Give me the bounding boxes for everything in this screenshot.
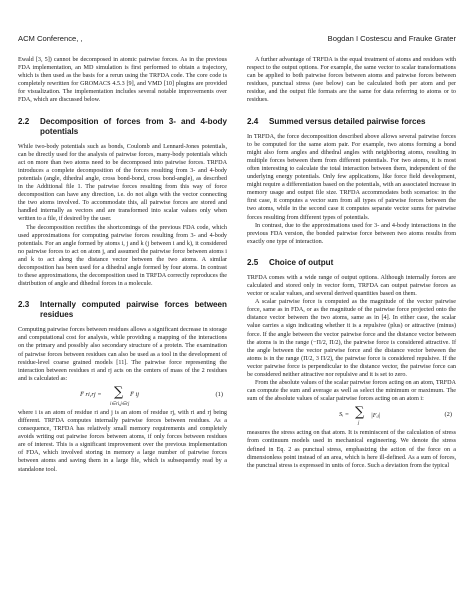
equation-lhs: Sᵢ = bbox=[339, 411, 350, 419]
running-header-authors: Bogdan I Costescu and Frauke Grater bbox=[327, 34, 456, 43]
section-heading-2-2 bbox=[18, 117, 227, 137]
equation-1 bbox=[18, 385, 227, 407]
section-number: 2.4 bbox=[247, 116, 259, 126]
section-heading-2-3 bbox=[18, 300, 227, 320]
paragraph: While two-body potentials such as bonds, Coulomb and Lennard-Jones potentials, can be directly used for the analysis of pairwise forces, many-body potentials which act on more than two atoms need to be decomposed into pairwise forces. TRFDA introduces a complete decomposition of the forces resulting from 3- and 4-body potentials (angle, dihedral angle, cross bond-bond, cross bond-angle), as described in the Additional file 1. The pairwise forces resulting from this way of force decomposition can have any direction, i.e. do not align with the vector connecting the two atoms involved. To accommodate this, all pairwise forces are stored and handled internally as vectors and are transformed into scalar values only when written to a file, if desired by the user. bbox=[18, 143, 227, 223]
summation-index: i∈ri,j∈rj bbox=[110, 401, 130, 407]
paragraph: A scalar pairwise force is computed as the magnitude of the vector pairwise force, same as in FDA, or as the magnitude of the pairwise force projected onto the distance vector between the two atoms, same as in [4]. In either case, the scalar value carries a sign indicating whether it is a repulsive (plus) or attractive (minus) force. If the angle between the vector pairwise force and the distance vector between the atoms is in the range (−Π/2, Π/2), the pairwise force is considered attractive. If the angle between the vector pairwise force and the distance vector between the atoms is in the range (Π/2, 3 Π/2), the pairwise force is considered repulsive. If the vector pairwise force is perpendicular to the distance vector, the pairwise force can be considered neither attractive nor repulsive and it is set to zero. bbox=[247, 299, 456, 378]
section-title: Choice of output bbox=[269, 257, 334, 267]
paragraph: TRFDA comes with a wide range of output options. Although internally forces are calculated and stored only in vector form, TRFDA can output pairwise forces as vector or scalar values, and several derived quantities based on them. bbox=[247, 274, 456, 298]
summation-index: j bbox=[358, 421, 360, 427]
section-heading-2-4 bbox=[247, 117, 456, 127]
paragraph: In contrast, due to the approximations used for 3- and 4-body interactions in the previous FDA version, the bonded pairwise force between two atoms results from exactly one type of interaction. bbox=[247, 222, 456, 245]
section-heading-2-5 bbox=[247, 258, 456, 268]
section-number: 2.5 bbox=[247, 257, 259, 267]
equation-number: (2) bbox=[444, 411, 452, 419]
paragraph: The decomposition rectifies the shortcomings of the previous FDA code, which used approximations for computing pairwise forces resulting from 3- and 4-body potentials. For an angle formed by atoms i, j and k (j between i and k), it considered no pairwise forces to act on atom j, and assumed the pairwise force between atoms i and k to act along the distance vector between the two atoms. A similar decomposition has been used for a dihedral angle formed by four atoms. In contrast to these approximations, the decomposition used in TRFDA correctly reproduces the distribution of angle and dihedral forces in a molecule. bbox=[18, 224, 227, 288]
paragraph: A further advantage of TRFDA is the equal treatment of atoms and residues with respect to the output options. For example, the same vector to scalar transformations can be applied to both pairwise forces between atoms and pairwise forces between residues, punctual stress (see below) can be calculated both per atom and per residue, and the output file formats are the same for data referring to atoms or to residues. bbox=[247, 57, 456, 104]
paragraph: Computing pairwise forces between residues allows a significant decrease in storage and computational cost for analysis, while providing a mapping of the interactions on the primary and possibly also secondary structure of a protein. The examination of pairwise forces between residues can also be used as a tool in the development of residue-level coarse grained models [11]. The pairwise force representing the interaction between residues ri and rj acts on the centers of mass of the 2 residues and is calculated as: bbox=[18, 327, 227, 382]
section-title: Internally computed pairwise forces between residues bbox=[40, 300, 227, 320]
paragraph: measures the stress acting on that atom. It is reminiscent of the calculation of stress from continuum models used in mechanical engineering. We denote the stress defined in Eq. 2 as punctual stress, emphasizing the action of the force on a dimensionless point instead of an area, which is here ill-defined. As a sum of forces, the punctual stress is expressed in units of force. Such a deviation from the typical bbox=[247, 430, 456, 469]
section-title: Summed versus detailed pairwise forces bbox=[269, 116, 426, 126]
equation-lhs: F̅ ri,rj = bbox=[80, 390, 102, 398]
section-title: Decomposition of forces from 3- and 4-body potentials bbox=[40, 116, 227, 136]
left-column bbox=[18, 56, 227, 474]
summation-symbol: ∑ bbox=[114, 384, 124, 400]
paragraph: In TRFDA, the force decomposition described above allows several pairwise forces to be computed for the same atom pair. For example, two atoms forming a bond might also form angles and dihedral angles with neighboring atoms, resulting in multiple forces between them from different potentials. For two atoms, it is most often interesting to calculate the total interaction between them, independent of the underlying energy potentials. Only few applications, like force field development, might require a differentiation based on the potentials, with an associated increase in memory usage and output file size. TRFDA accommodates both scenarios: in the first case, it computes a vector sum from all types of pairwise forces between the two atoms, while in the second case it computes separate vector sums for pairwise forces resulting from different types of potentials. bbox=[247, 133, 456, 221]
summation-symbol: ∑ bbox=[355, 405, 365, 421]
equation-rhs: F̅ ij bbox=[130, 390, 140, 398]
equation-2 bbox=[247, 405, 456, 427]
section-number: 2.2 bbox=[18, 116, 30, 126]
equation-number: (1) bbox=[215, 390, 223, 398]
paragraph: From the absolute values of the scalar pairwise forces acting on an atom, TRFDA can compute the sum and average as well as select the minimum or maximum. The sum of the absolute values of scalar pairwise forces acting on an atom i: bbox=[247, 380, 456, 403]
paragraph: where i is an atom of residue ri and j is an atom of residue rj, with ri and rj being different. TRFDA computes internally pairwise forces between residues. As a consequence, TRFDA has relatively small memory requirements and completely avoids writing out pairwise forces between atoms, if only forces between residues are of interest. This is a significant improvement over the previous implementation of FDA, which involved storing in memory a large number of pairwise forces between atoms and saving them in a large file, which is subsequently read by a standalone tool. bbox=[18, 409, 227, 473]
equation-rhs: |Fᵢⱼ| bbox=[371, 412, 381, 420]
right-column bbox=[247, 56, 456, 470]
section-number: 2.3 bbox=[18, 300, 30, 310]
paragraph: Ewald [3, 5]) cannot be decomposed in atomic pairwise forces. As in the previous FDA implementation, an MD simulation is first performed to obtain a trajectory, which is then used as the basis for a rerun using the TRFDA code. The core code is completely rewritten for GROMACS 4.5.3 [9], and VMD [10] plugins are provided for visualization. The implementation includes several notable improvements over FDA, which are discussed below. bbox=[18, 57, 227, 104]
running-header-venue: ACM Conference, , bbox=[18, 34, 83, 43]
